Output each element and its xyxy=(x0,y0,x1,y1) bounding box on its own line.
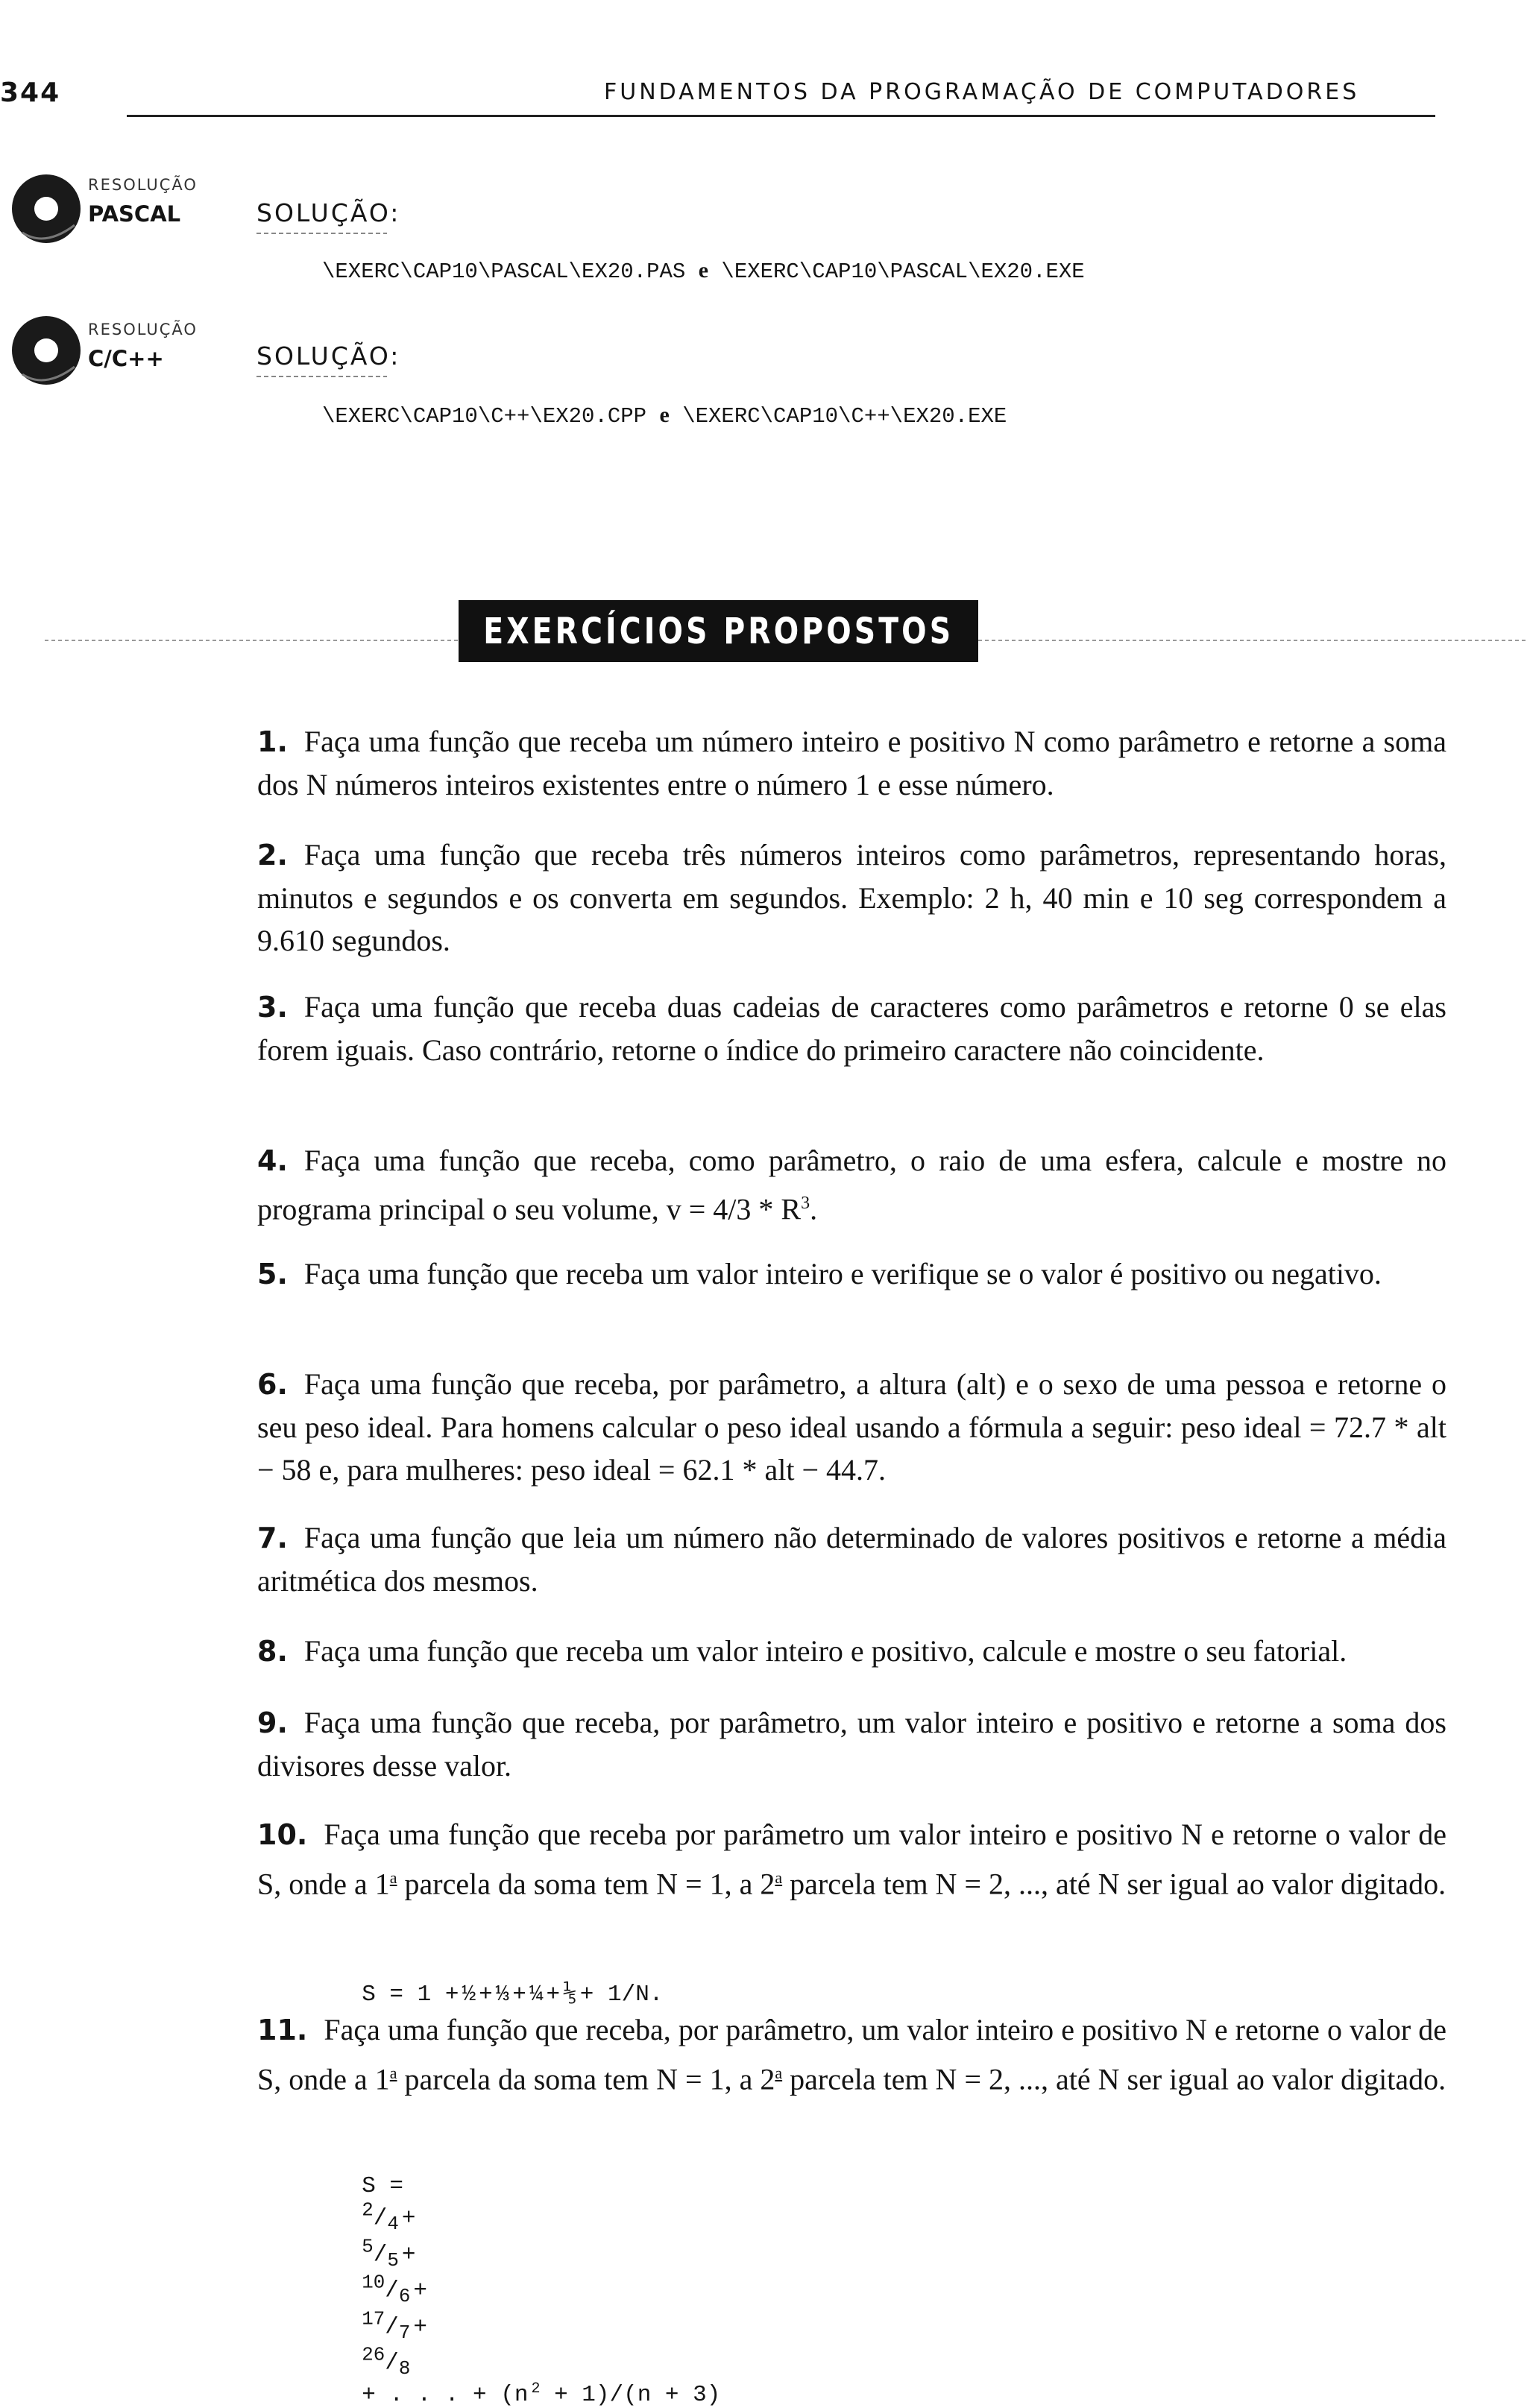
exercise-item xyxy=(257,720,1446,806)
fraction-numerator: 26 xyxy=(362,2344,385,2367)
solution-label: SOLUÇÃO: xyxy=(256,341,401,371)
path-conjunction: e xyxy=(659,403,670,427)
solution-path: \EXERC\CAP10\C++\EX20.CPP xyxy=(322,404,647,429)
fraction-numerator: 5 xyxy=(362,2235,374,2258)
formula-fraction: $^{26}/_8$ xyxy=(362,2344,411,2380)
exercise-number: 11. xyxy=(257,2014,308,2046)
exercise-text: Faça uma função que receba, por parâmetro, um valor inteiro e positivo e retorne a soma dos divisores desse valor. xyxy=(257,1706,1446,1783)
formula-fraction: $^{10}/_6$ xyxy=(362,2272,411,2308)
formula-tail: + 1/N. xyxy=(579,1982,664,2008)
badge-language: PASCAL xyxy=(88,201,181,227)
exercise-text: Faça uma função que receba por parâmetro um valor inteiro e positivo N e retorne o valor de S, onde a 1 xyxy=(257,1818,1446,1901)
exercise-number: 4. xyxy=(257,1144,288,1177)
exponent: 2 xyxy=(531,2380,541,2398)
solution-path: \EXERC\CAP10\PASCAL\EX20.EXE xyxy=(721,259,1085,284)
sum-formula-10: S = 1 + ½ + ⅓ + ¼ + ⅕ + 1/N. xyxy=(362,1982,664,2008)
fraction-denominator: 7 xyxy=(398,2322,411,2345)
exercise-text: Faça uma função que leia um número não determinado de valores positivos e retorne a média aritmética dos mesmos. xyxy=(257,1521,1446,1598)
exercise-text: parcela da soma tem N = 1, a 2 xyxy=(397,1867,775,1901)
exercise-number: 7. xyxy=(257,1522,288,1554)
fraction-denominator: 4 xyxy=(387,2213,399,2236)
solution-paths xyxy=(322,403,1007,429)
exercise-text: parcela da soma tem N = 1, a 2 xyxy=(397,2062,775,2096)
cpp-resolution-badge xyxy=(0,307,84,394)
exercise-text: Faça uma função que receba um valor inteiro e verifique se o valor é positivo ou negativo. xyxy=(303,1257,1382,1290)
ordinal-marker: a xyxy=(775,1868,783,1887)
fraction-numerator: 17 xyxy=(362,2307,385,2330)
formula-term: ½ xyxy=(462,1982,476,2008)
disc-icon xyxy=(0,166,84,249)
exercise-number: 3. xyxy=(257,991,288,1024)
exercise-text: Faça uma função que receba, por parâmetro, um valor inteiro e positivo N e retorne o valor de S, onde a 1 xyxy=(257,2013,1446,2096)
formula-fraction: $^2/_4$ xyxy=(362,2199,399,2236)
exercise-number: 6. xyxy=(257,1368,288,1401)
page-number: 344 xyxy=(0,78,61,108)
disc-icon xyxy=(0,307,84,391)
exercise-item xyxy=(257,1516,1446,1602)
formula-lhs: S = 1 + xyxy=(362,1982,459,2008)
solution-underline xyxy=(256,233,387,234)
formula-term: ⅓ xyxy=(495,1982,510,2008)
section-banner xyxy=(459,600,978,662)
badge-kicker: RESOLUÇÃO xyxy=(88,176,198,194)
exercise-number: 5. xyxy=(257,1258,288,1290)
exercise-item xyxy=(257,833,1446,962)
exercise-item xyxy=(257,1701,1446,1787)
sum-formula-11: S = $^2/_4$ + $^5/_5$ + $^{10}/_6$ + $^{17}/_7$ + $^{26}/_8$ + . . . + (n $^2$ + 1)/(n + 3) xyxy=(362,2173,721,2408)
banner-rule-right xyxy=(978,640,1527,641)
section-title: EXERCÍCIOS PROPOSTOS xyxy=(483,610,954,652)
formula-tail-end: + 1)/(n + 3) xyxy=(540,2381,721,2408)
exercise-item xyxy=(257,1813,1446,1905)
header-rule xyxy=(127,115,1435,117)
ordinal-marker: a xyxy=(389,2064,397,2082)
exercise-text: Faça uma função que receba três números inteiros como parâmetros, representando horas, minutos e segundos e os converta em segundos. Exemplo: 2 h, 40 min e 10 seg correspondem a 9.610 segundos. xyxy=(257,838,1446,957)
solution-paths xyxy=(322,258,1085,284)
exercise-item xyxy=(257,2008,1446,2100)
exercise-text: Faça uma função que receba, como parâmetro, o raio de uma esfera, calcule e mostre no programa principal o seu volume, v = 4/3 * R xyxy=(257,1144,1446,1226)
fraction-denominator: 5 xyxy=(387,2249,399,2272)
solution-path: \EXERC\CAP10\PASCAL\EX20.PAS xyxy=(322,259,686,284)
exercise-number: 1. xyxy=(257,725,288,758)
badge-language: C/C++ xyxy=(88,346,164,371)
solution-label: SOLUÇÃO: xyxy=(256,198,401,227)
formula-term: ¼ xyxy=(529,1982,544,2008)
exercise-item xyxy=(257,986,1446,1071)
fraction-denominator: 6 xyxy=(398,2285,411,2308)
exercise-item xyxy=(257,1252,1446,1296)
exercise-text: parcela tem N = 2, ..., até N ser igual ao valor digitado. xyxy=(782,2062,1446,2096)
banner-rule-left xyxy=(45,640,459,641)
exercise-text: parcela tem N = 2, ..., até N ser igual ao valor digitado. xyxy=(782,1867,1446,1901)
exercise-item xyxy=(257,1139,1446,1230)
exercise-text: Faça uma função que receba, por parâmetro, a altura (alt) e o sexo de uma pessoa e retorne o seu peso ideal. Para homens calcular o peso ideal usando a fórmula a seguir: peso ideal = 72.7 * alt − 58 e, para mulheres: peso ideal = 62.1 * alt − 44.7. xyxy=(257,1367,1446,1487)
pascal-resolution-badge xyxy=(0,166,84,253)
formula-fraction: $^{17}/_7$ xyxy=(362,2307,411,2345)
fraction-numerator: 2 xyxy=(362,2199,374,2222)
formula-tail: + . . . + (n xyxy=(362,2381,529,2408)
path-conjunction: e xyxy=(698,258,709,283)
badge-kicker: RESOLUÇÃO xyxy=(88,321,198,338)
formula-term: ⅕ xyxy=(563,1982,577,2008)
exercise-number: 2. xyxy=(257,839,288,872)
fraction-numerator: 10 xyxy=(362,2272,385,2295)
exponent: 3 xyxy=(801,1194,810,1213)
exercise-text-end: . xyxy=(810,1192,818,1226)
solution-path: \EXERC\CAP10\C++\EX20.EXE xyxy=(682,404,1007,429)
running-title: FUNDAMENTOS DA PROGRAMAÇÃO DE COMPUTADORES xyxy=(604,79,1360,105)
ordinal-marker: a xyxy=(389,1868,397,1887)
exercise-number: 10. xyxy=(257,1818,308,1851)
ordinal-marker: a xyxy=(775,2064,783,2082)
fraction-denominator: 8 xyxy=(398,2357,411,2380)
exercise-number: 9. xyxy=(257,1706,288,1739)
exercise-text: Faça uma função que receba um valor inteiro e positivo, calcule e mostre o seu fatorial. xyxy=(303,1634,1347,1668)
solution-underline xyxy=(256,376,387,377)
exercise-number: 8. xyxy=(257,1635,288,1668)
formula-lhs: S = xyxy=(362,2173,404,2199)
exercise-text: Faça uma função que receba duas cadeias de caracteres como parâmetros e retorne 0 se elas forem iguais. Caso contrário, retorne o índice do primeiro caractere não coincidente. xyxy=(257,990,1446,1067)
exercise-text: Faça uma função que receba um número inteiro e positivo N como parâmetro e retorne a soma dos N números inteiros existentes entre o número 1 e esse número. xyxy=(257,725,1446,801)
exercise-item xyxy=(257,1363,1446,1491)
exercise-item xyxy=(257,1630,1446,1673)
formula-fraction: $^5/_5$ xyxy=(362,2235,399,2272)
